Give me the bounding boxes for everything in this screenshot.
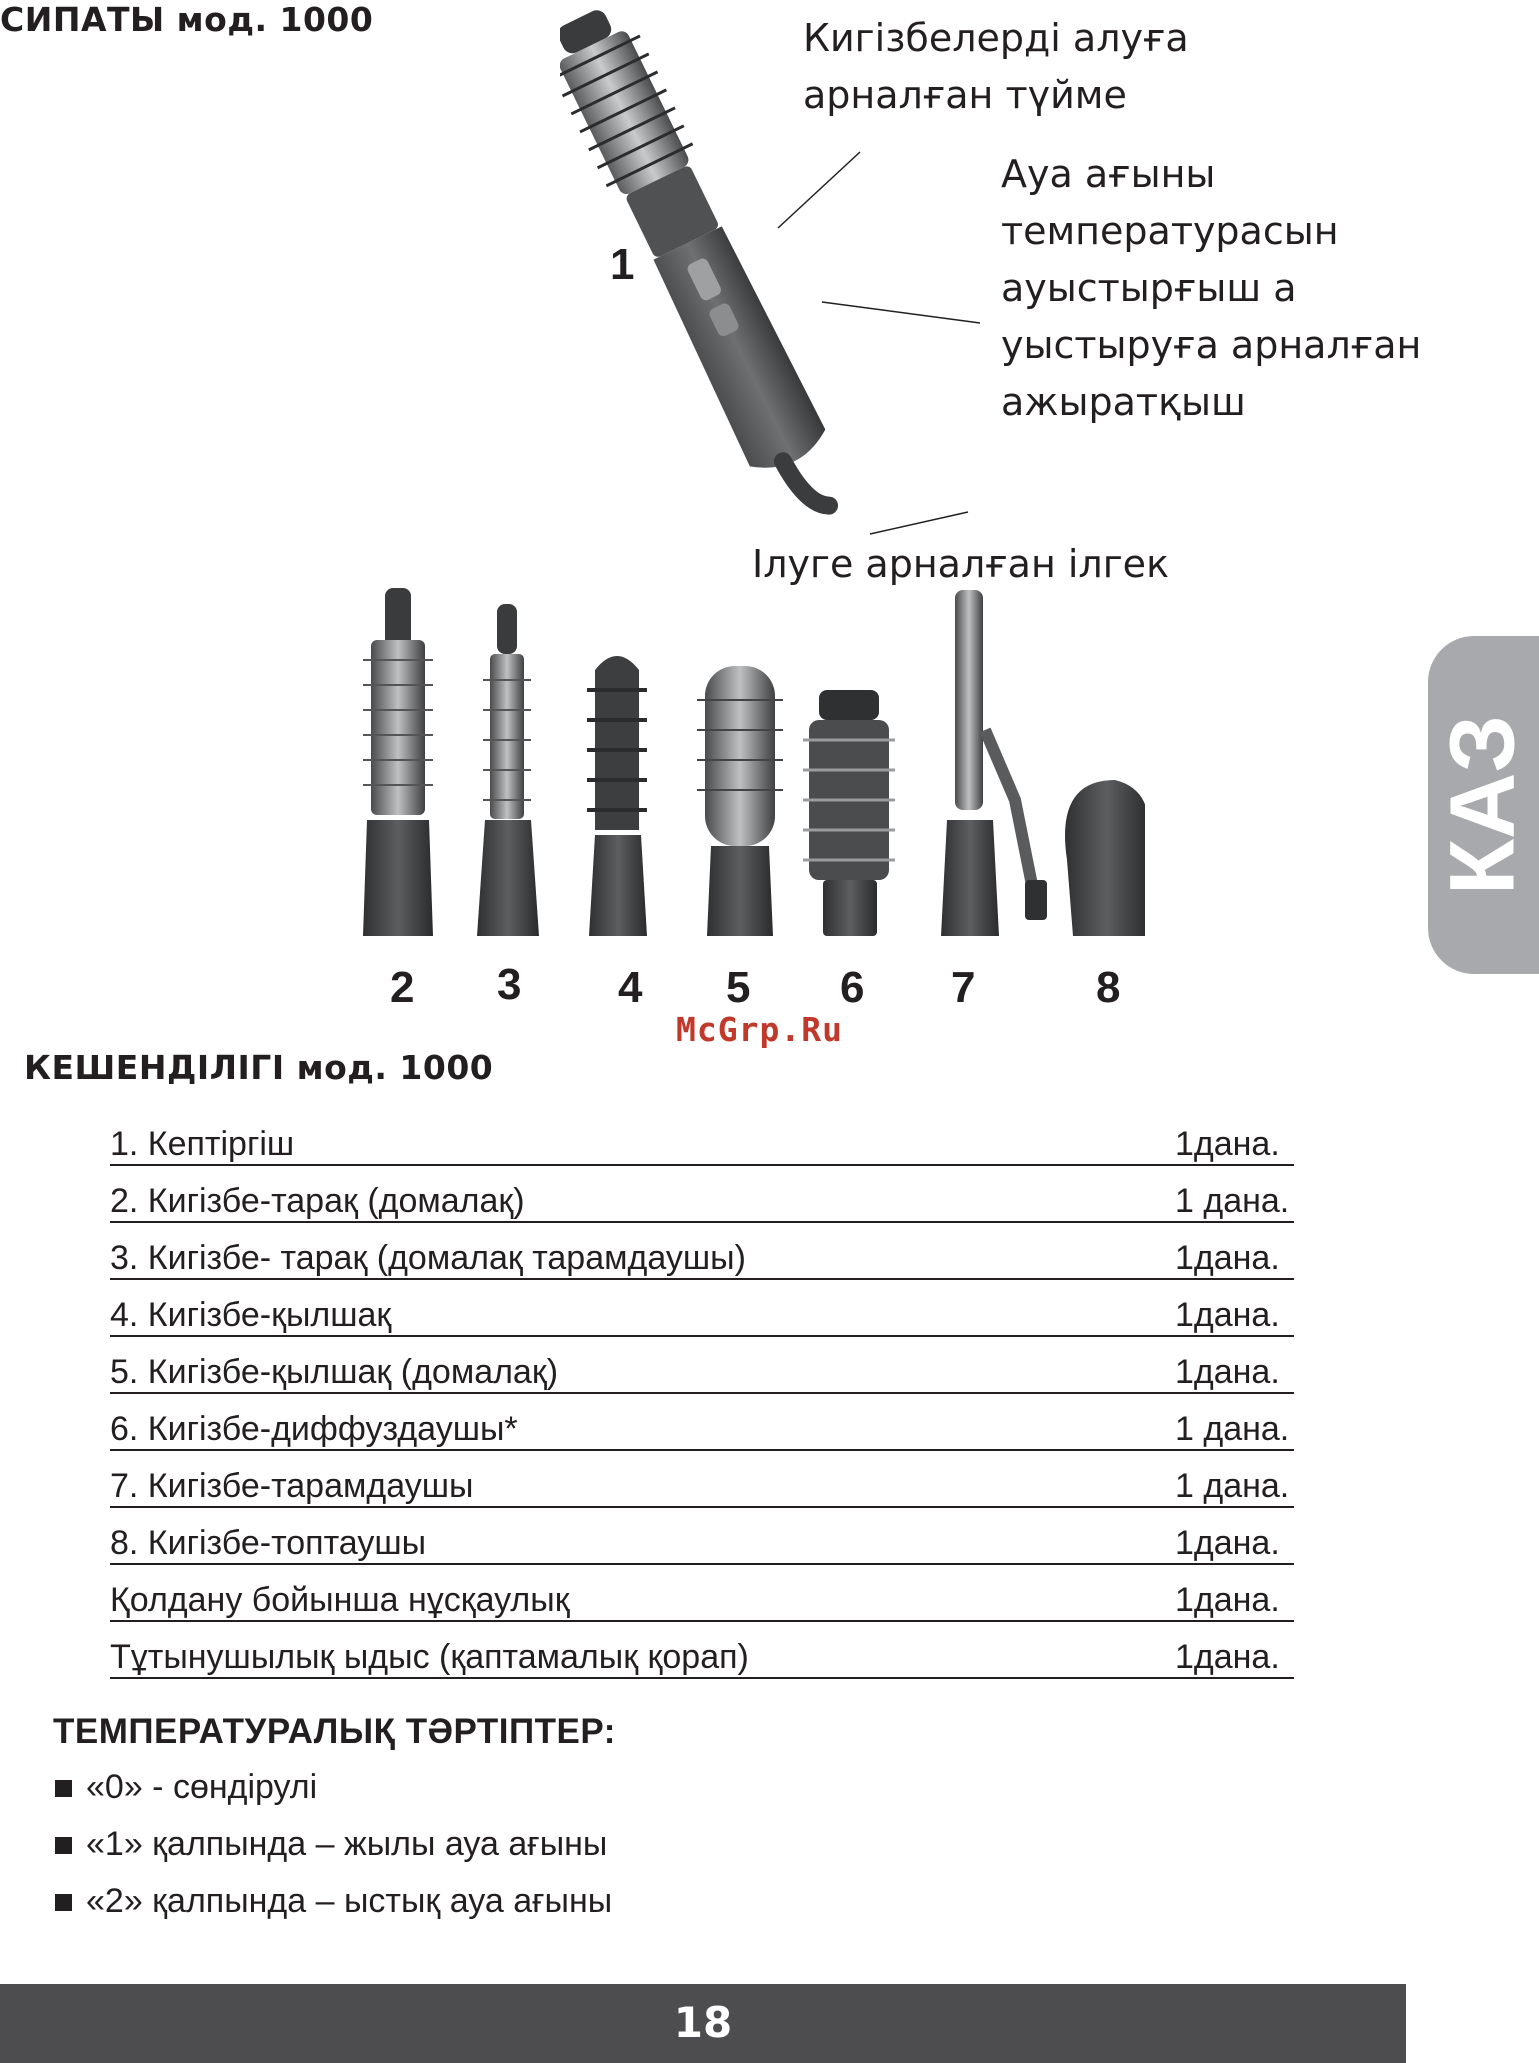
item-name: 6. Кигізбе-диффуздаушы* [110,1410,518,1448]
callout-line: уыстыруға арналған [1001,323,1422,367]
item-quantity: 1дана. [1175,1581,1280,1619]
attachment-2-round-brush [363,588,433,936]
callout-temperature-switch [1001,146,1421,431]
item-name: 8. Кигізбе-топтаушы [110,1524,427,1562]
item-quantity: 1 дана. [1175,1410,1290,1448]
item-quantity: 1дана. [1175,1125,1280,1163]
bullet-square-icon [55,1780,72,1797]
attachment-number: 4 [618,963,643,1012]
section-title-contents: КЕШЕНДІЛІГІ мод. 1000 [24,1048,494,1087]
attachment-number: 3 [497,960,522,1009]
callout-line: арналған түйме [803,73,1127,117]
item-name: 3. Кигізбе- тарақ (домалақ тарамдаушы) [110,1239,746,1277]
item-name: 7. Кигізбе-тарамдаушы [110,1467,474,1505]
attachment-number: 5 [726,963,751,1012]
mode-text: «0» - сөндірулі [86,1768,318,1806]
item-quantity: 1дана. [1175,1296,1280,1334]
callout-hook: Ілуге арналған ілгек [752,542,1170,586]
mode-text: «1» қалпында – жылы ауа ағыны [86,1825,608,1863]
temperature-mode-item [55,1825,607,1864]
item-quantity: 1 дана. [1175,1182,1290,1220]
callout-line: ауыстырғыш а [1001,266,1297,310]
attachment-number: 7 [951,963,976,1012]
attachment-number: 2 [390,963,415,1012]
attachment-5-paddle-brush [697,666,783,936]
callout-line: Ауа ағыны [1001,152,1216,196]
item-name: 4. Кигізбе-қылшақ [110,1296,392,1334]
callout-line: ажыратқыш [1001,380,1246,424]
item-name: 2. Кигізбе-тарақ (домалақ) [110,1182,525,1220]
item-quantity: 1дана. [1175,1353,1280,1391]
contents-item [110,1181,1294,1223]
device-number: 1 [610,240,635,289]
contents-item [110,1523,1294,1565]
attachments-illustration [355,580,1145,945]
item-quantity: 1 дана. [1175,1467,1290,1505]
contents-item [110,1580,1294,1622]
language-side-tab [1428,636,1539,974]
contents-item [110,1466,1294,1508]
bullet-square-icon [55,1894,72,1911]
callout-release-button [803,10,1189,124]
item-name: Қолдану бойынша нұсқаулық [110,1581,570,1619]
contents-item [110,1124,1294,1166]
item-name: Тұтынушылық ыдыс (қаптамалық қорап) [110,1638,749,1676]
watermark: McGrp.Ru [676,1010,843,1049]
item-name: 1. Кептіргіш [110,1125,295,1163]
mode-text: «2» қалпында – ыстық ауа ағыны [86,1882,613,1920]
temperature-mode-item [55,1768,317,1807]
language-tab-label: КАЗ [1431,714,1534,896]
attachment-6-round-bristle-brush [803,690,895,936]
temperature-mode-item [55,1882,612,1921]
footer-bar [0,1984,1406,2063]
attachment-3-thin-brush [477,604,539,936]
item-quantity: 1дана. [1175,1524,1280,1562]
page-number: 18 [673,1998,733,2047]
contents-item [110,1352,1294,1394]
item-quantity: 1дана. [1175,1239,1280,1277]
attachment-number: 6 [840,963,865,1012]
item-quantity: 1дана. [1175,1638,1280,1676]
attachment-8-concentrator [1065,780,1145,936]
bullet-square-icon [55,1837,72,1854]
attachment-number: 8 [1096,963,1121,1012]
contents-item [110,1637,1294,1679]
contents-item [110,1295,1294,1337]
contents-item [110,1409,1294,1451]
contents-item [110,1238,1294,1280]
callout-line: Кигізбелерді алуға [803,16,1189,60]
attachment-7-curling-tong [941,590,1047,936]
item-name: 5. Кигізбе-қылшақ (домалақ) [110,1353,559,1391]
section-title-temperature: ТЕМПЕРАТУРАЛЫҚ ТӘРТІПТЕР: [53,1712,616,1751]
section-title-features: СИПАТЫ мод. 1000 [0,0,374,39]
attachment-4-flat-brush [587,656,647,936]
callout-line: температурасын [1001,209,1339,253]
